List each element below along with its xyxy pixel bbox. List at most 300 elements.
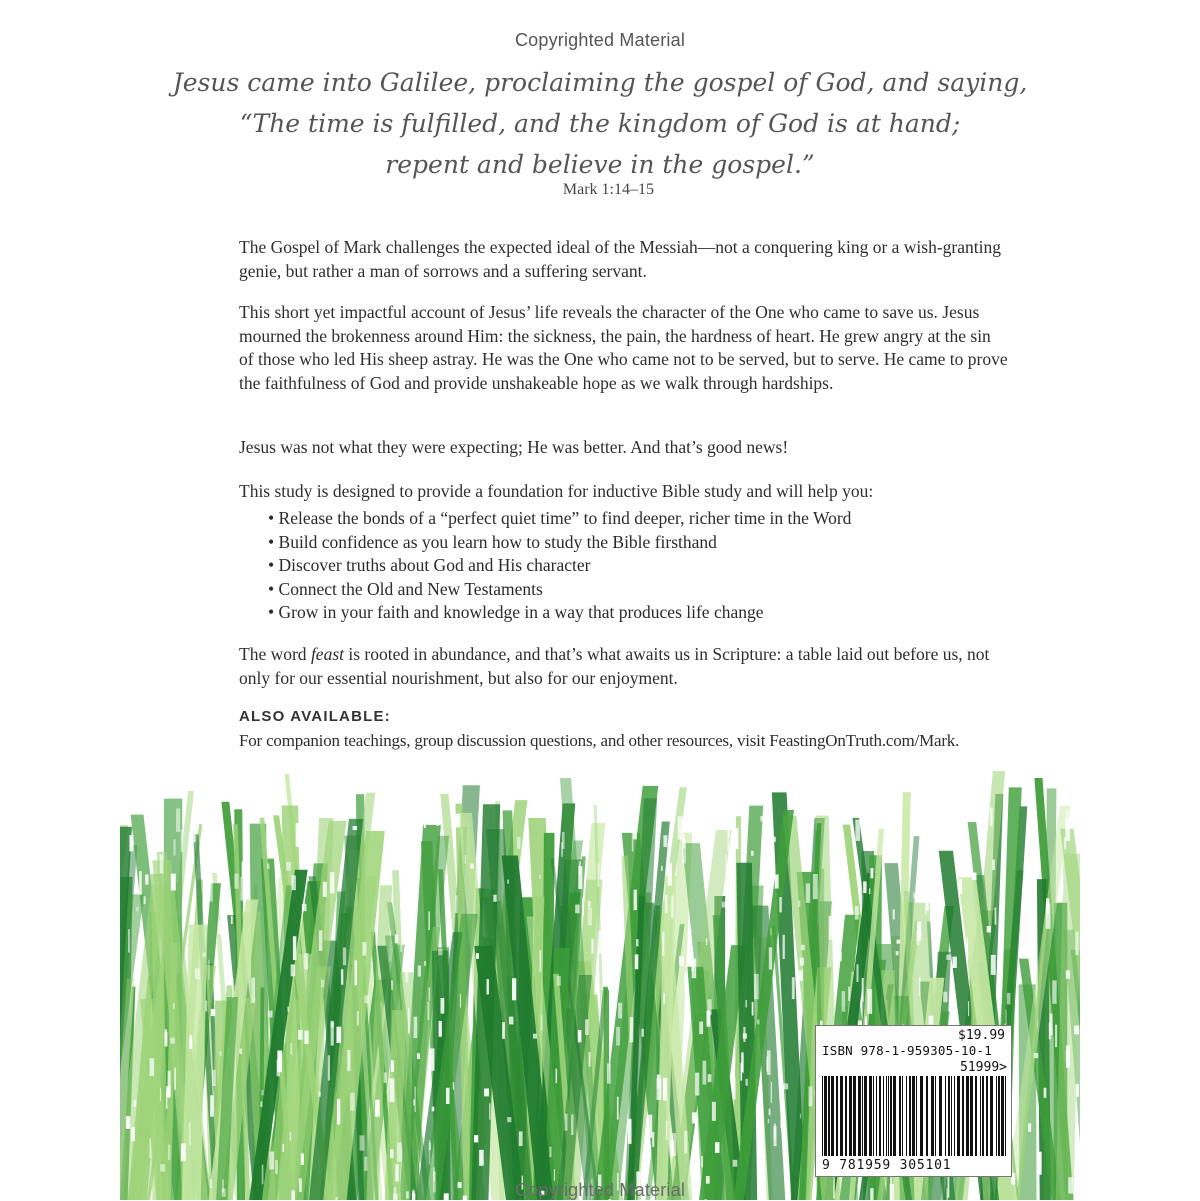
texture-speck [959, 879, 962, 894]
texture-speck [429, 1140, 430, 1165]
texture-speck [269, 1152, 274, 1170]
texture-speck [541, 1015, 543, 1030]
texture-speck [834, 851, 838, 860]
barcode-bar [926, 1076, 928, 1156]
texture-speck [277, 1059, 280, 1076]
texture-speck [441, 998, 445, 1014]
texture-speck [218, 921, 222, 934]
texture-speck [549, 1147, 551, 1157]
texture-speck [727, 830, 729, 852]
texture-speck [484, 1088, 489, 1096]
texture-speck [408, 1008, 409, 1033]
texture-speck [746, 1000, 748, 1007]
texture-speck [925, 904, 927, 914]
list-item: • Build confidence as you learn how to study the Bible firsthand [268, 531, 851, 555]
texture-speck [242, 862, 246, 878]
texture-speck [565, 1114, 568, 1131]
texture-speck [561, 842, 563, 857]
texture-speck [364, 1157, 367, 1171]
texture-speck [223, 854, 226, 872]
texture-speck [1055, 1025, 1057, 1048]
texture-speck [160, 1164, 165, 1171]
texture-speck [429, 988, 430, 1001]
texture-speck [291, 875, 295, 890]
barcode-bar [975, 1076, 977, 1156]
texture-speck [662, 932, 664, 956]
texture-speck [1028, 1123, 1031, 1131]
texture-speck [1034, 1053, 1039, 1058]
texture-speck [661, 866, 663, 871]
isbn-barcode [815, 1025, 1012, 1177]
texture-speck [424, 961, 425, 966]
texture-speck [968, 1001, 969, 1016]
texture-speck [679, 956, 684, 966]
barcode-bar [996, 1076, 997, 1156]
texture-speck [699, 1022, 703, 1035]
texture-speck [493, 895, 496, 902]
barcode-bar [902, 1076, 903, 1156]
texture-speck [512, 978, 516, 1000]
texture-speck [301, 1153, 304, 1162]
texture-speck [128, 929, 130, 952]
texture-speck [636, 939, 639, 946]
texture-speck [585, 1019, 589, 1035]
barcode-bar [824, 1076, 827, 1156]
barcode-bar [849, 1076, 852, 1156]
texture-speck [210, 1095, 214, 1116]
barcode-bar [873, 1076, 874, 1156]
also-available-heading: ALSO AVAILABLE: [239, 708, 391, 725]
texture-speck [1066, 970, 1070, 978]
texture-speck [608, 972, 611, 990]
texture-speck [801, 945, 805, 950]
isbn-label: ISBN 978-1-959305-10-1 [822, 1043, 992, 1058]
texture-speck [205, 1000, 207, 1011]
texture-speck [779, 897, 782, 912]
texture-speck [300, 848, 303, 856]
barcode-bar [962, 1076, 964, 1156]
barcode-bars [822, 1076, 1006, 1156]
texture-speck [671, 1133, 676, 1156]
texture-speck [170, 1038, 174, 1044]
texture-speck [391, 1060, 394, 1071]
barcode-bar [836, 1076, 838, 1156]
texture-speck [350, 1093, 354, 1111]
barcode-bar [966, 1076, 969, 1156]
texture-speck [395, 1164, 398, 1181]
texture-speck [1076, 1084, 1079, 1097]
texture-speck [916, 930, 919, 944]
texture-speck [616, 1027, 620, 1045]
barcode-bar [998, 1076, 1000, 1156]
texture-speck [834, 922, 836, 937]
texture-speck [181, 1143, 186, 1161]
texture-speck [174, 839, 176, 855]
texture-speck [663, 835, 667, 847]
texture-speck [1049, 1023, 1051, 1040]
quote-line-2: “The time is fulfilled, and the kingdom of God is at hand; [239, 109, 961, 138]
texture-speck [343, 947, 346, 965]
barcode-bar [886, 1076, 887, 1156]
texture-speck [341, 969, 343, 985]
texture-speck [296, 823, 300, 847]
texture-speck [166, 1086, 170, 1097]
texture-speck [599, 931, 602, 954]
copyright-watermark-top: Copyrighted Material [514, 30, 686, 50]
texture-speck [588, 907, 592, 925]
texture-speck [571, 1114, 574, 1134]
texture-speck [428, 911, 429, 930]
texture-speck [557, 976, 561, 986]
texture-speck [211, 1009, 215, 1016]
barcode-bar [853, 1076, 856, 1156]
texture-speck [384, 1072, 387, 1082]
texture-speck [323, 882, 327, 897]
texture-speck [231, 916, 233, 924]
texture-speck [757, 1019, 760, 1024]
paragraph-character: This short yet impactful account of Jesus’ life reveals the character of the One who came to save us. Jesus mourned the brokenness around Him: the sickness, the pain, the hardness of heart. He grew angry at the sin of those who led His sheep astray. He was the One who came not to be served, but to serve. He came to prove the faithfulness of God and provide unshakeable hope as we walk through hardships. [239, 302, 1008, 393]
texture-speck [607, 830, 609, 835]
texture-speck [630, 1017, 634, 1042]
texture-speck [131, 1127, 135, 1141]
texture-speck [746, 1079, 748, 1086]
texture-speck [397, 1142, 401, 1161]
texture-speck [133, 1100, 136, 1106]
texture-speck [160, 1088, 161, 1101]
copyright-watermark-bottom: Copyrighted Material [514, 1180, 686, 1200]
texture-speck [302, 904, 307, 911]
texture-speck [357, 1011, 359, 1025]
texture-speck [439, 1021, 442, 1037]
texture-speck [645, 1142, 646, 1151]
texture-speck [336, 1027, 341, 1043]
texture-speck [331, 1021, 334, 1046]
texture-speck [695, 1073, 699, 1096]
texture-speck [207, 896, 208, 902]
texture-speck [189, 1037, 192, 1049]
texture-speck [691, 964, 693, 971]
texture-speck [614, 975, 618, 980]
barcode-bar [831, 1076, 834, 1156]
texture-speck [446, 1088, 450, 1104]
texture-speck [607, 1063, 611, 1083]
texture-speck [1075, 932, 1078, 956]
texture-speck [239, 1049, 242, 1055]
texture-speck [647, 1115, 652, 1138]
texture-speck [212, 1070, 215, 1086]
texture-speck [867, 989, 872, 1014]
texture-speck [995, 908, 997, 925]
texture-speck [291, 1043, 292, 1054]
texture-speck [725, 854, 726, 879]
texture-speck [353, 826, 357, 830]
texture-speck [507, 1117, 511, 1122]
texture-speck [1064, 837, 1067, 849]
texture-speck [842, 991, 846, 1012]
barcode-bar [980, 1076, 981, 1156]
texture-speck [618, 1003, 622, 1019]
texture-speck [136, 907, 138, 912]
texture-speck [628, 1119, 632, 1144]
texture-speck [924, 836, 929, 844]
texture-speck [220, 1051, 221, 1056]
texture-speck [775, 875, 779, 889]
texture-speck [671, 896, 673, 918]
texture-speck [800, 1114, 801, 1119]
texture-speck [215, 962, 216, 966]
texture-speck [476, 953, 479, 959]
texture-speck [428, 1002, 430, 1020]
texture-speck [390, 1149, 393, 1158]
paragraph-intro: The Gospel of Mark challenges the expected ideal of the Messiah—not a conquering king or a wish-granting genie, but rather a man of sorrows and a suffering servant. [239, 237, 1001, 281]
texture-speck [967, 938, 968, 961]
scripture-quote [160, 62, 1040, 185]
texture-speck [203, 871, 205, 893]
texture-speck [286, 862, 291, 871]
barcode-bar [899, 1076, 901, 1156]
texture-speck [261, 1090, 263, 1095]
barcode-bar [862, 1076, 863, 1156]
texture-speck [780, 1119, 784, 1128]
texture-speck [174, 1068, 176, 1090]
texture-speck [838, 952, 841, 961]
texture-speck [633, 814, 636, 840]
barcode-bar [990, 1076, 993, 1156]
texture-speck [168, 1144, 170, 1160]
texture-speck [149, 1138, 151, 1158]
texture-speck [517, 837, 520, 849]
texture-speck [195, 968, 200, 979]
texture-speck [575, 905, 579, 914]
texture-speck [364, 995, 369, 1003]
texture-speck [304, 953, 308, 969]
texture-speck [171, 874, 176, 891]
texture-speck [400, 944, 402, 952]
texture-speck [1027, 895, 1030, 920]
texture-speck [769, 1109, 771, 1116]
texture-speck [579, 861, 581, 874]
texture-speck [290, 1132, 291, 1141]
texture-speck [1046, 903, 1051, 928]
barcode-bar [920, 1076, 923, 1156]
texture-speck [798, 901, 800, 907]
list-item: • Release the bonds of a “perfect quiet time” to find deeper, richer time in the Word [268, 507, 851, 531]
texture-speck [752, 1002, 754, 1015]
texture-speck [848, 987, 850, 1001]
texture-speck [432, 1107, 435, 1112]
texture-speck [589, 1052, 591, 1067]
texture-speck [871, 868, 874, 878]
barcode-bar [822, 1076, 823, 1156]
texture-speck [240, 877, 245, 900]
texture-speck [319, 1092, 321, 1097]
barcode-bar [888, 1076, 889, 1156]
texture-speck [160, 854, 164, 873]
texture-speck [556, 1069, 557, 1083]
texture-speck [453, 1082, 454, 1089]
texture-speck [657, 1078, 662, 1100]
barcode-bar [845, 1076, 847, 1156]
texture-speck [144, 896, 146, 904]
texture-speck [406, 949, 409, 967]
texture-speck [465, 855, 466, 864]
texture-speck [193, 833, 195, 843]
texture-speck [634, 890, 637, 910]
texture-speck [799, 970, 803, 981]
barcode-bar [939, 1076, 942, 1156]
texture-speck [261, 1101, 263, 1106]
texture-speck [347, 1050, 350, 1071]
texture-speck [893, 909, 895, 919]
texture-speck [766, 1057, 768, 1072]
texture-speck [582, 898, 584, 917]
barcode-bar [858, 1076, 861, 1156]
texture-speck [683, 834, 685, 849]
texture-speck [139, 871, 142, 895]
texture-speck [181, 830, 183, 852]
texture-speck [896, 951, 899, 955]
texture-speck [655, 856, 658, 862]
texture-speck [126, 1116, 130, 1129]
texture-speck [688, 930, 692, 936]
barcode-bar [954, 1076, 955, 1156]
texture-speck [390, 1078, 395, 1102]
price-label: $19.99 [958, 1028, 1005, 1043]
texture-speck [337, 1099, 340, 1124]
texture-speck [770, 928, 771, 935]
list-item: • Grow in your faith and knowledge in a way that produces life change [268, 601, 851, 625]
texture-speck [330, 872, 335, 893]
texture-speck [987, 926, 991, 932]
texture-speck [1061, 876, 1064, 896]
texture-speck [437, 807, 441, 822]
barcode-bar [1001, 1076, 1004, 1156]
texture-speck [129, 835, 133, 851]
texture-speck [992, 859, 995, 870]
list-item: • Discover truths about God and His character [268, 554, 851, 578]
texture-speck [768, 1119, 769, 1123]
texture-speck [800, 958, 804, 966]
texture-speck [855, 820, 860, 841]
texture-speck [251, 978, 255, 1003]
texture-speck [391, 980, 393, 989]
texture-speck [943, 992, 947, 1003]
texture-speck [402, 842, 404, 850]
texture-speck [690, 820, 691, 833]
texture-speck [527, 870, 528, 885]
texture-speck [455, 814, 460, 827]
barcode-bar [982, 1076, 984, 1156]
quote-reference: Mark 1:14–15 [562, 181, 654, 198]
barcode-bar [912, 1076, 915, 1156]
barcode-bar [893, 1076, 896, 1156]
quote-line-1: Jesus came into Galilee, proclaiming the gospel of God, and saying, [172, 68, 1028, 97]
barcode-bar [948, 1076, 950, 1156]
texture-speck [298, 1030, 302, 1040]
quote-line-3: repent and believe in the gospel.” [385, 150, 815, 179]
barcode-bar [935, 1076, 936, 1156]
texture-speck [275, 1160, 278, 1174]
texture-speck [1066, 1045, 1070, 1068]
texture-speck [424, 806, 429, 817]
texture-speck [232, 978, 233, 998]
texture-speck [268, 1011, 273, 1018]
texture-speck [869, 888, 870, 894]
barcode-bar [864, 1076, 867, 1156]
texture-speck [684, 1131, 687, 1154]
texture-speck [897, 940, 900, 944]
texture-speck [1074, 1026, 1079, 1035]
texture-speck [771, 837, 775, 842]
texture-speck [743, 1027, 745, 1042]
texture-speck [438, 949, 442, 956]
texture-speck [208, 881, 212, 902]
texture-speck [919, 977, 920, 995]
barcode-bar [945, 1076, 946, 1156]
texture-speck [946, 955, 950, 960]
texture-speck [635, 954, 639, 969]
barcode-bar [916, 1076, 917, 1156]
texture-speck [176, 809, 180, 832]
texture-speck [487, 979, 489, 994]
texture-speck [760, 1133, 762, 1141]
texture-speck [578, 1030, 582, 1042]
texture-speck [208, 960, 209, 980]
texture-speck [502, 1022, 505, 1039]
also-available-text: For companion teachings, group discussion questions, and other resources, visit FeastingOnTruth.com/Mark. [239, 731, 960, 750]
texture-speck [813, 874, 818, 899]
texture-speck [460, 994, 461, 1008]
texture-speck [1044, 1088, 1047, 1098]
texture-speck [663, 1078, 667, 1101]
texture-speck [862, 978, 864, 1002]
texture-speck [267, 863, 270, 869]
texture-speck [806, 883, 810, 902]
texture-speck [321, 980, 324, 988]
texture-speck [702, 1061, 706, 1085]
barcode-bar [970, 1076, 973, 1156]
texture-speck [751, 851, 753, 856]
texture-speck [355, 960, 357, 985]
paragraph-good-news: Jesus was not what they were expecting; He was better. And that’s good news! [239, 437, 789, 457]
texture-speck [734, 828, 738, 849]
barcode-number: 9 781959 305101 [822, 1158, 952, 1173]
texture-speck [856, 964, 858, 982]
texture-speck [539, 874, 541, 878]
texture-speck [792, 977, 795, 999]
texture-speck [863, 881, 866, 893]
texture-speck [455, 895, 457, 913]
texture-speck [165, 1029, 167, 1039]
benefits-list [268, 507, 851, 625]
texture-speck [771, 1082, 772, 1103]
barcode-bar [879, 1076, 881, 1156]
texture-speck [319, 930, 323, 951]
barcode-bar [957, 1076, 960, 1156]
texture-speck [150, 1058, 155, 1076]
texture-speck [774, 1126, 777, 1146]
paragraph-feast: The word feast is rooted in abundance, and that’s what awaits us in Scripture: a table laid out before us, not only for our essential nourishment, but also for our enjoyment. [239, 644, 990, 688]
texture-speck [1052, 980, 1056, 1003]
list-item: • Connect the Old and New Testaments [268, 578, 851, 602]
texture-speck [617, 1097, 619, 1120]
texture-speck [414, 1017, 418, 1038]
texture-speck [474, 1135, 478, 1142]
texture-speck [708, 1074, 712, 1082]
barcode-bar [909, 1076, 911, 1156]
texture-speck [808, 1086, 812, 1106]
texture-speck [479, 1150, 484, 1166]
